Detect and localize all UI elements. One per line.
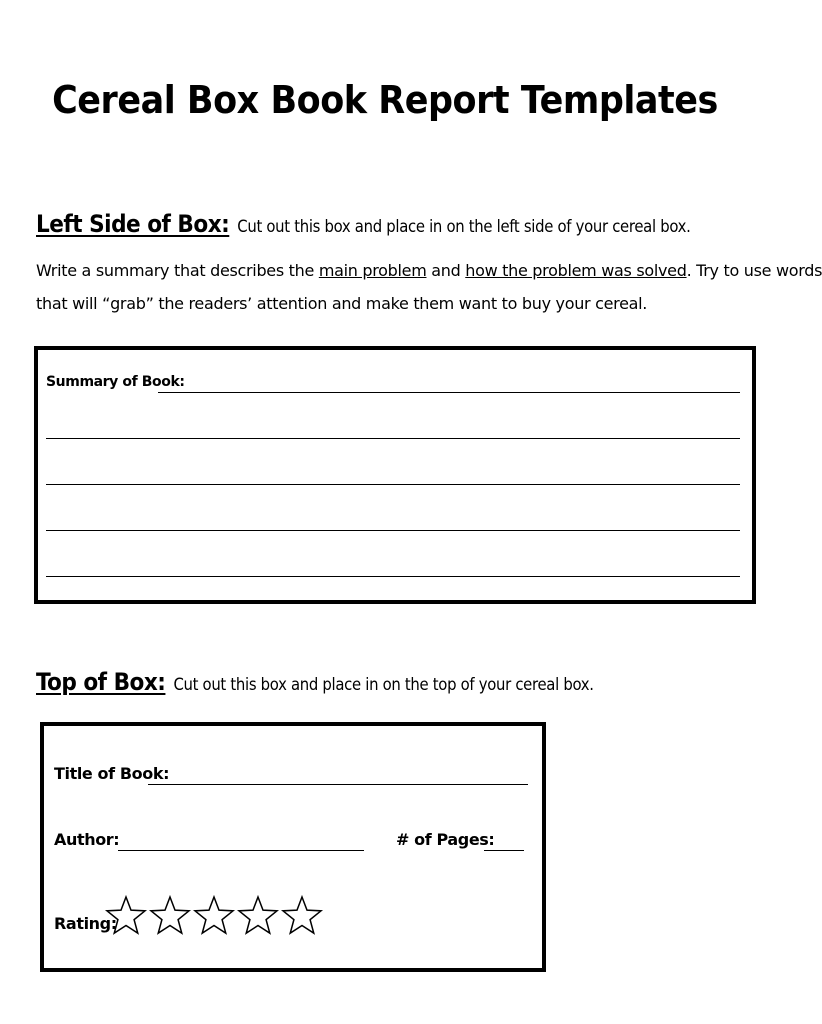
- summary-of-book-label: Summary of Book:: [46, 374, 185, 390]
- top-box: [40, 722, 546, 972]
- left-side-heading-row: [36, 210, 691, 238]
- instructions-line-2: that will “grab” the readers’ attention and make them want to buy your cereal.: [36, 294, 648, 313]
- instructions-text: and: [426, 261, 466, 280]
- summary-instructions: [36, 254, 822, 320]
- summary-line-3[interactable]: [46, 484, 740, 485]
- summary-line-2[interactable]: [46, 438, 740, 439]
- left-side-heading: Left Side of Box:: [36, 210, 230, 238]
- top-side-heading-text: Cut out this box and place in on the top of your cereal box.: [173, 675, 594, 694]
- left-side-heading-text: Cut out this box and place in on the left side of your cereal box.: [237, 217, 691, 236]
- top-side-heading-row: [36, 668, 594, 696]
- rating-stars: [104, 894, 324, 938]
- pages-label: # of Pages:: [396, 830, 495, 849]
- rating-label: Rating:: [54, 914, 117, 933]
- summary-line-5[interactable]: [46, 576, 740, 577]
- document-title: Cereal Box Book Report Templates: [52, 78, 718, 122]
- star-outline-icon[interactable]: [236, 894, 280, 938]
- author-label: Author:: [54, 830, 120, 849]
- pages-line[interactable]: [484, 850, 524, 851]
- instructions-text: . Try to use words: [686, 261, 822, 280]
- star-outline-icon[interactable]: [104, 894, 148, 938]
- star-outline-icon[interactable]: [192, 894, 236, 938]
- main-problem-underlined: main problem: [318, 261, 427, 280]
- instructions-line-1: [36, 254, 822, 287]
- title-of-book-line[interactable]: [148, 784, 528, 785]
- star-outline-icon[interactable]: [280, 894, 324, 938]
- summary-line-1[interactable]: [158, 392, 740, 393]
- star-outline-icon[interactable]: [148, 894, 192, 938]
- top-side-heading: Top of Box:: [36, 668, 166, 696]
- problem-solved-underlined: how the problem was solved: [465, 261, 687, 280]
- summary-line-4[interactable]: [46, 530, 740, 531]
- title-of-book-label: Title of Book:: [54, 764, 170, 783]
- instructions-text: Write a summary that describes the: [36, 261, 319, 280]
- summary-box: [34, 346, 756, 604]
- author-line[interactable]: [118, 850, 364, 851]
